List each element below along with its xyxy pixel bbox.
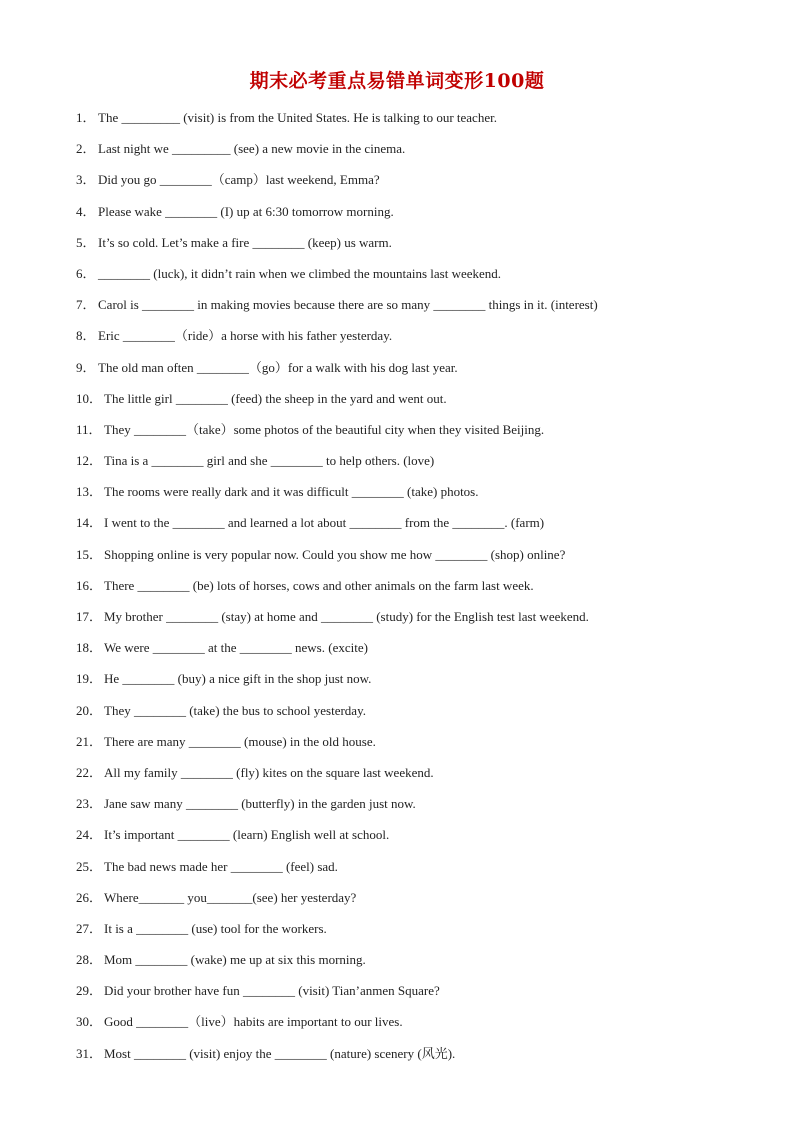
question-item <box>76 233 756 264</box>
question-item <box>76 669 756 700</box>
question-item <box>76 358 756 389</box>
question-item <box>76 389 756 420</box>
question-item <box>76 545 756 576</box>
question-text: They ________（take）some photos of the beautiful city when they visited Beijing. <box>104 421 545 437</box>
question-item <box>76 888 756 919</box>
question-item <box>76 919 756 950</box>
question-number: 23． <box>76 796 103 812</box>
question-text: He ________ (buy) a nice gift in the shop just now. <box>104 671 372 687</box>
question-text: Mom ________ (wake) me up at six this morning. <box>104 952 366 968</box>
question-text: The little girl ________ (feed) the sheep in the yard and went out. <box>104 390 447 406</box>
question-number: 10． <box>76 390 103 406</box>
question-item <box>76 482 756 513</box>
question-list <box>76 108 756 1075</box>
question-text: Did your brother have fun ________ (visit) Tian’anmen Square? <box>104 983 440 999</box>
question-text: Please wake ________ (I) up at 6:30 tomorrow morning. <box>98 203 394 219</box>
question-item <box>76 451 756 482</box>
question-number: 3． <box>76 172 96 188</box>
question-number: 13． <box>76 484 103 500</box>
question-text: The rooms were really dark and it was difficult ________ (take) photos. <box>104 484 479 500</box>
question-text: There ________ (be) lots of horses, cows and other animals on the farm last week. <box>104 577 534 593</box>
question-text: ________ (luck), it didn’t rain when we climbed the mountains last weekend. <box>98 265 502 281</box>
question-text: Tina is a ________ girl and she ________ to help others. (love) <box>104 453 435 469</box>
question-text: Last night we _________ (see) a new movie in the cinema. <box>98 141 406 157</box>
question-item <box>76 1044 756 1075</box>
question-item <box>76 701 756 732</box>
question-number: 4． <box>76 203 96 219</box>
question-item <box>76 825 756 856</box>
question-item <box>76 1012 756 1043</box>
question-number: 27． <box>76 920 103 936</box>
question-text: I went to the ________ and learned a lot about ________ from the ________. (farm) <box>104 515 545 531</box>
question-text: Most ________ (visit) enjoy the ________ (nature) scenery (风光). <box>104 1045 456 1061</box>
question-text: Where_______ you_______(see) her yesterday? <box>104 889 357 905</box>
question-number: 24． <box>76 827 103 843</box>
question-text: The old man often ________（go）for a walk with his dog last year. <box>98 359 458 375</box>
question-number: 18． <box>76 640 103 656</box>
question-number: 19． <box>76 671 103 687</box>
question-item <box>76 139 756 170</box>
question-text: The _________ (visit) is from the United States. He is talking to our teacher. <box>98 110 497 125</box>
question-text: There are many ________ (mouse) in the old house. <box>104 733 376 749</box>
question-item <box>76 981 756 1012</box>
question-number: 7． <box>76 297 96 313</box>
question-item <box>76 202 756 233</box>
question-item <box>76 638 756 669</box>
question-text: All my family ________ (fly) kites on the square last weekend. <box>104 764 434 780</box>
question-item <box>76 950 756 981</box>
question-text: Shopping online is very popular now. Could you show me how ________ (shop) online? <box>104 546 566 562</box>
question-text: It is a ________ (use) tool for the workers. <box>104 920 327 936</box>
question-text: Good ________（live）habits are important to our lives. <box>104 1014 403 1030</box>
question-number: 11． <box>76 421 102 437</box>
question-number: 6． <box>76 265 96 281</box>
question-number: 31． <box>76 1045 103 1061</box>
question-number: 14． <box>76 515 103 531</box>
question-item <box>76 607 756 638</box>
question-number: 1． <box>76 110 96 125</box>
question-text: My brother ________ (stay) at home and ________ (study) for the English test last weekend. <box>104 609 589 624</box>
question-text: Did you go ________（camp）last weekend, Emma? <box>98 172 380 188</box>
question-item <box>76 857 756 888</box>
question-number: 8． <box>76 328 96 344</box>
question-item <box>76 732 756 763</box>
question-text: Eric ________（ride）a horse with his father yesterday. <box>98 328 393 344</box>
question-text: Jane saw many ________ (butterfly) in the garden just now. <box>104 796 416 812</box>
question-item <box>76 794 756 825</box>
question-item <box>76 295 756 326</box>
question-number: 25． <box>76 858 103 874</box>
question-number: 15． <box>76 546 103 562</box>
question-text: It’s important ________ (learn) English well at school. <box>104 827 390 843</box>
question-text: We were ________ at the ________ news. (excite) <box>104 640 368 656</box>
question-item <box>76 264 756 295</box>
question-number: 2． <box>76 141 96 157</box>
question-number: 16． <box>76 577 103 593</box>
page-title: 期末必考重点易错单词变形100题 <box>249 70 545 92</box>
question-number: 17． <box>76 609 103 624</box>
question-number: 26． <box>76 889 103 905</box>
question-number: 21． <box>76 733 103 749</box>
question-number: 28． <box>76 952 103 968</box>
question-item <box>76 513 756 544</box>
question-number: 29． <box>76 983 103 999</box>
question-number: 30． <box>76 1014 103 1030</box>
question-number: 20． <box>76 702 103 718</box>
question-text: It’s so cold. Let’s make a fire ________ (keep) us warm. <box>98 234 392 250</box>
question-item <box>76 420 756 451</box>
question-item <box>76 108 756 139</box>
question-text: The bad news made her ________ (feel) sad. <box>104 858 338 874</box>
question-text: Carol is ________ in making movies because there are so many ________ things in it. (interest) <box>98 297 598 313</box>
question-item <box>76 326 756 357</box>
question-text: They ________ (take) the bus to school yesterday. <box>104 702 366 718</box>
question-item <box>76 763 756 794</box>
question-number: 5． <box>76 234 96 250</box>
question-item <box>76 170 756 201</box>
question-number: 9． <box>76 359 96 375</box>
question-number: 12． <box>76 453 103 469</box>
question-item <box>76 576 756 607</box>
question-number: 22． <box>76 764 103 780</box>
